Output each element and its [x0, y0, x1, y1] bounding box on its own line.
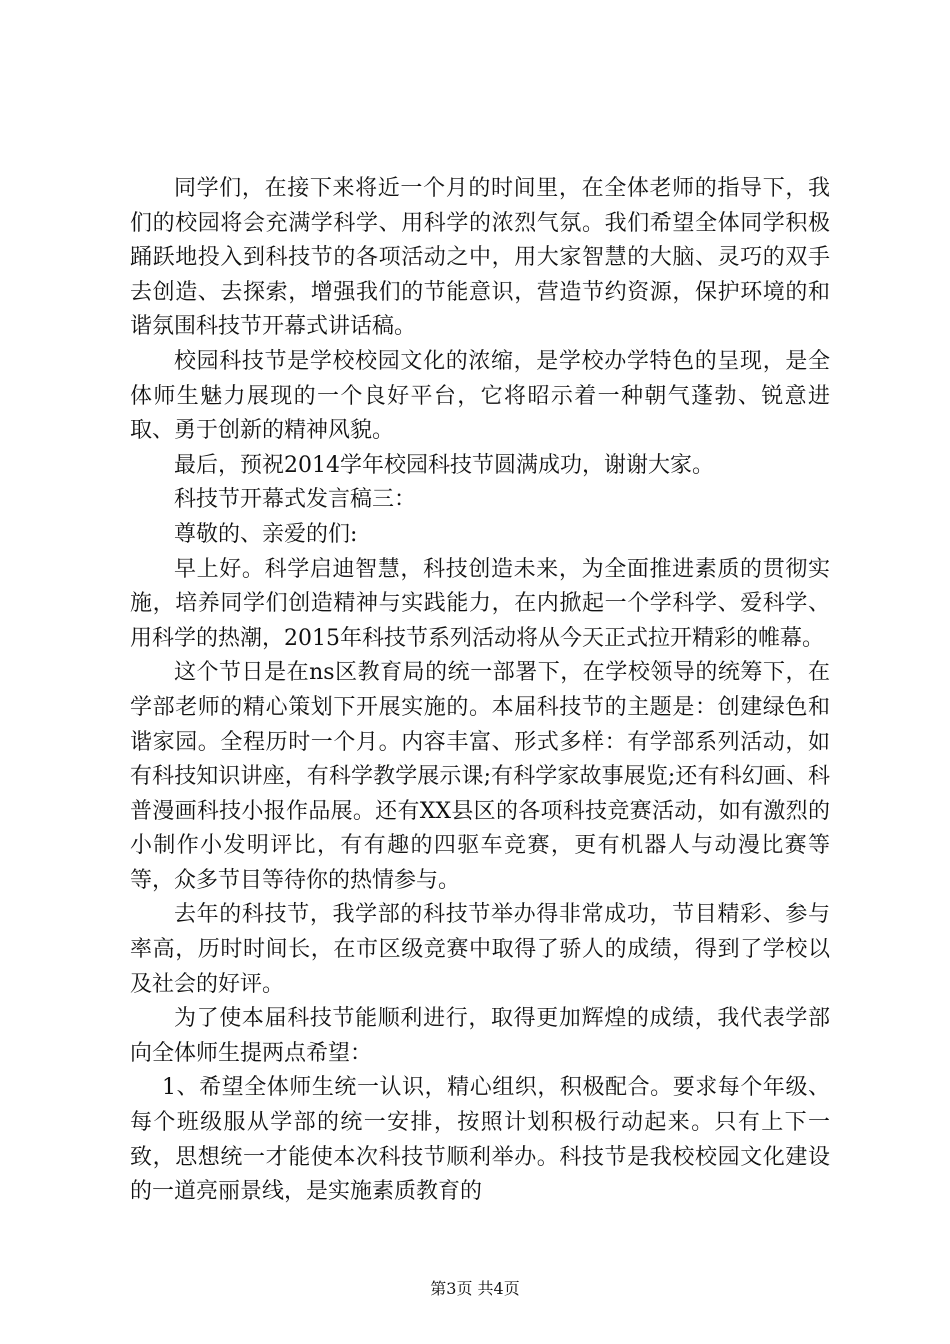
paragraph-10: 1、希望全体师生统一认识，精心组织，积极配合。要求每个年级、每个班级服从学部的统一安排，按照计划积极行动起来。只有上下一致，思想统一才能使本次科技节顺利举办。科技节是我校校园文化建设的一道亮丽景线，是实施素质教育的: [130, 1075, 830, 1205]
paragraph-1: 同学们，在接下来将近一个月的时间里，在全体老师的指导下，我们的校园将会充满学科学、用科学的浓烈气氛。我们希望全体同学积极踊跃地投入到科技节的各项活动之中，用大家智慧的大脑、灵巧的双手去创造、去探索，增强我们的节能意识，营造节约资源，保护环境的和谐氛围科技节开幕式讲话稿。: [130, 176, 830, 340]
paragraph-2: 校园科技节是学校校园文化的浓缩，是学校办学特色的呈现，是全体师生魅力展现的一个良好平台，它将昭示着一种朝气蓬勃、锐意进取、勇于创新的精神风貌。: [130, 348, 830, 444]
paragraph-5: 尊敬的、亲爱的们:: [174, 521, 358, 547]
paragraph-4: 科技节开幕式发言稿三：: [174, 487, 417, 513]
document-body: [130, 172, 830, 1210]
paragraph-7: 这个节日是在ns区教育局的统一部署下，在学校领导的统筹下，在学部老师的精心策划下开展实施的。本届科技节的主题是：创建绿色和谐家园。全程历时一个月。内容丰富、形式多样：有学部系列活动，如有科技知识讲座，有科学教学展示课;有科学家故事展览;还有科幻画、科普漫画科技小报作品展。还有XX县区的各项科技竞赛活动，如有激烈的小制作小发明评比，有有趣的四驱车竞赛，更有机器人与动漫比赛等等，众多节目等待你的热情参与。: [130, 660, 830, 893]
paragraph-8: 去年的科技节，我学部的科技节举办得非常成功，节目精彩、参与率高，历时时间长，在市区级竞赛中取得了骄人的成绩，得到了学校以及社会的好评。: [130, 902, 830, 997]
paragraph-9: 为了使本届科技节能顺利进行，取得更加辉煌的成绩，我代表学部向全体师生提两点希望：: [130, 1006, 830, 1066]
page-number-footer: 第3页 共4页: [430, 1279, 520, 1298]
paragraph-3: 最后，预祝2014学年校园科技节圆满成功，谢谢大家。: [174, 452, 714, 478]
paragraph-6: 早上好。科学启迪智慧，科技创造未来，为全面推进素质的贯彻实施，培养同学们创造精神与实践能力，在内掀起一个学科学、爱科学、用科学的热潮，2015年科技节系列活动将从今天正式拉开精彩的帷幕。: [130, 556, 830, 651]
